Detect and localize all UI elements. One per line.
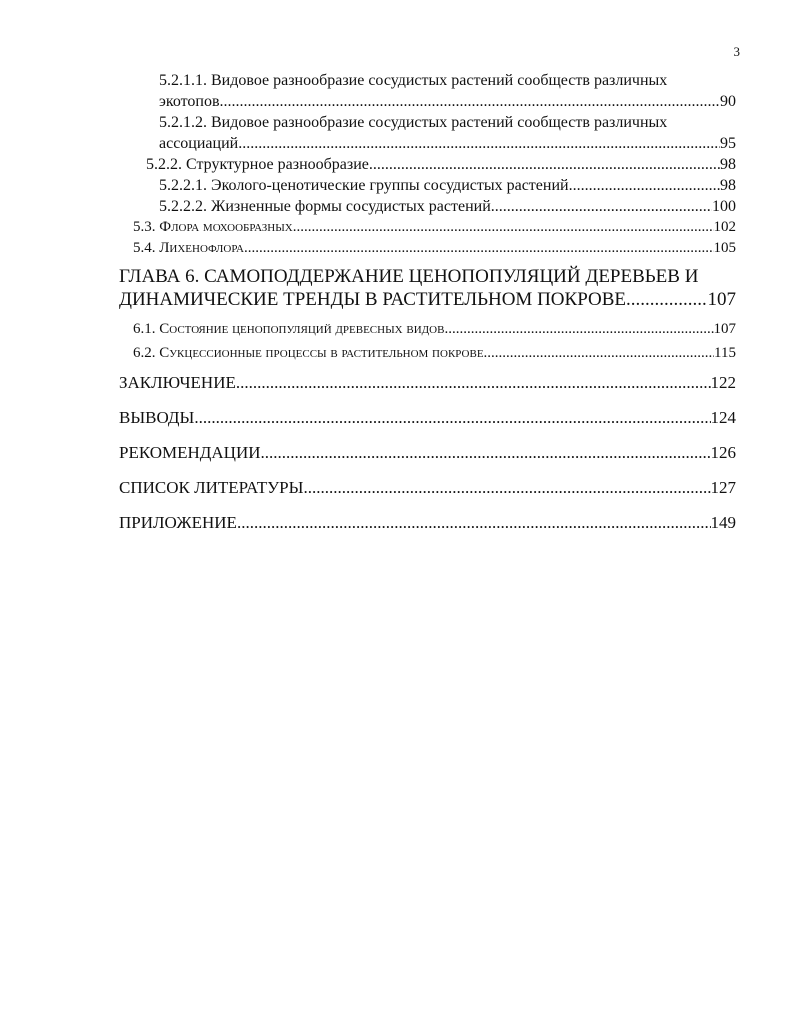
toc-page-number: 107 [713,321,736,337]
toc-entry-title: 6.2. Сукцессионные процессы в растительном покрове [133,345,484,361]
table-of-contents [0,70,799,540]
toc-chapter-6[interactable] [119,265,736,311]
toc-entry-title: РЕКОМЕНДАЦИИ [119,443,261,462]
toc-entry-5-3[interactable] [133,217,736,238]
toc-conclusion[interactable] [119,365,736,400]
toc-entry-title: ВЫВОДЫ [119,408,195,427]
dot-leader [569,175,720,196]
toc-page-number: 124 [710,408,736,427]
toc-page-number: 98 [720,156,736,173]
toc-page-number: 107 [707,289,736,310]
toc-page-number: 115 [714,345,736,361]
toc-entry-title: ПРИЛОЖЕНИЕ [119,513,237,532]
toc-page-number: 126 [710,443,736,462]
dot-leader [261,435,711,470]
toc-entry-title: 6.1. Состояние ценопопуляций древесных видов [133,321,445,337]
toc-entry-5-2-2[interactable] [146,154,736,175]
toc-references[interactable] [119,470,736,505]
dot-leader [237,505,711,540]
toc-page-number: 100 [712,198,736,215]
toc-entry-title: ЗАКЛЮЧЕНИЕ [119,373,236,392]
page-number: 3 [733,44,740,59]
toc-chapter-title-line2: ДИНАМИЧЕСКИЕ ТРЕНДЫ В РАСТИТЕЛЬНОМ ПОКРОВЕ [119,289,626,310]
toc-page-number: 122 [710,373,736,392]
toc-entry-title-line2: ассоциаций [159,135,239,152]
dot-leader [369,154,720,175]
toc-recommendations[interactable] [119,435,736,470]
dot-leader [303,470,710,505]
toc-entry-5-2-1-1[interactable] [159,70,736,112]
toc-page-number: 95 [720,135,736,152]
toc-entry-title-line1: 5.2.1.2. Видовое разнообразие сосудистых растений сообществ различных [159,114,668,131]
toc-page-number: 102 [713,219,736,235]
dot-leader [484,341,715,365]
toc-entry-5-2-1-2[interactable] [159,112,736,154]
dot-leader [293,217,714,238]
toc-entry-title-line2: экотопов [159,93,220,110]
toc-entry-title: 5.2.2. Структурное разнообразие [146,156,369,173]
dot-leader [244,238,714,259]
toc-entry-6-1[interactable] [133,317,736,341]
toc-page-number: 105 [713,240,736,256]
toc-page-number: 90 [720,93,736,110]
toc-entry-6-2[interactable] [133,341,736,365]
toc-entry-title: 5.2.2.1. Эколого-ценотические группы сосудистых растений [159,177,569,194]
dot-leader [491,196,712,217]
toc-entry-5-4[interactable] [133,238,736,259]
toc-entry-title: СПИСОК ЛИТЕРАТУРЫ [119,478,304,497]
toc-entry-title-line1: 5.2.1.1. Видовое разнообразие сосудистых растений сообществ различных [159,72,668,89]
toc-entry-title: 5.2.2.2. Жизненные формы сосудистых растений [159,198,491,215]
dot-leader [194,400,710,435]
toc-entry-5-2-2-1[interactable] [159,175,736,196]
toc-entry-title: 5.4. Лихенофлора [133,240,244,256]
toc-page-number: 98 [720,177,736,194]
toc-page-number: 149 [710,513,736,532]
dot-leader [220,91,720,112]
dot-leader [444,317,713,341]
dot-leader [626,288,708,311]
toc-page-number: 127 [710,478,736,497]
toc-entry-5-2-2-2[interactable] [159,196,736,217]
toc-appendix[interactable] [119,505,736,540]
dot-leader [238,133,720,154]
toc-entry-title: 5.3. Флора мохообразных [133,219,293,235]
toc-findings[interactable] [119,400,736,435]
toc-chapter-title-line1: ГЛАВА 6. САМОПОДДЕРЖАНИЕ ЦЕНОПОПУЛЯЦИЙ ДЕРЕВЬЕВ И [119,266,699,287]
dot-leader [236,365,711,400]
